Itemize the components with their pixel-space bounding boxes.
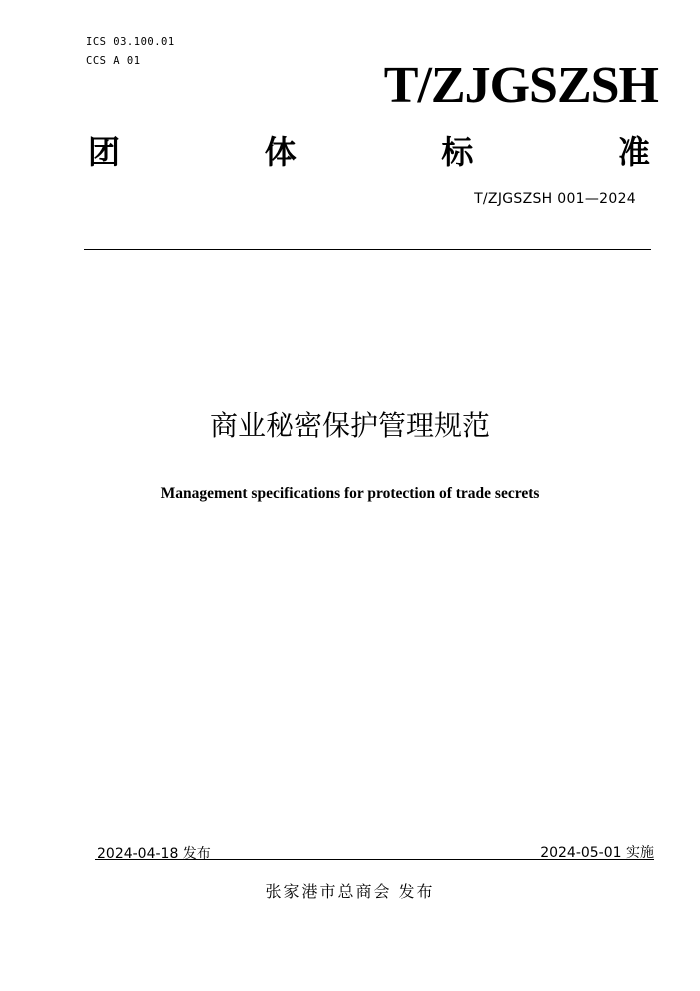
organization-code: T/ZJGSZSH xyxy=(383,57,658,114)
standard-type-heading xyxy=(88,132,650,172)
publisher: 张家港市总商会 发布 xyxy=(265,882,435,901)
ics-code: ICS 03.100.01 xyxy=(86,36,175,48)
implementation-date: 2024-05-01 实施 xyxy=(540,845,654,861)
ccs-code: CCS A 01 xyxy=(86,55,141,67)
footer-divider xyxy=(95,859,654,860)
standard-number: T/ZJGSZSH 001—2024 xyxy=(474,191,636,207)
document-title-english: Management specifications for protection of trade secrets xyxy=(160,485,540,502)
standard-type-char: 标 xyxy=(441,133,474,171)
standard-type-char: 团 xyxy=(88,133,121,171)
issue-date: 2024-04-18 发布 xyxy=(97,846,211,862)
standard-type-char: 准 xyxy=(617,133,650,171)
document-title-chinese: 商业秘密保护管理规范 xyxy=(209,409,490,442)
header-divider xyxy=(84,249,651,250)
standard-type-char: 体 xyxy=(264,133,297,171)
